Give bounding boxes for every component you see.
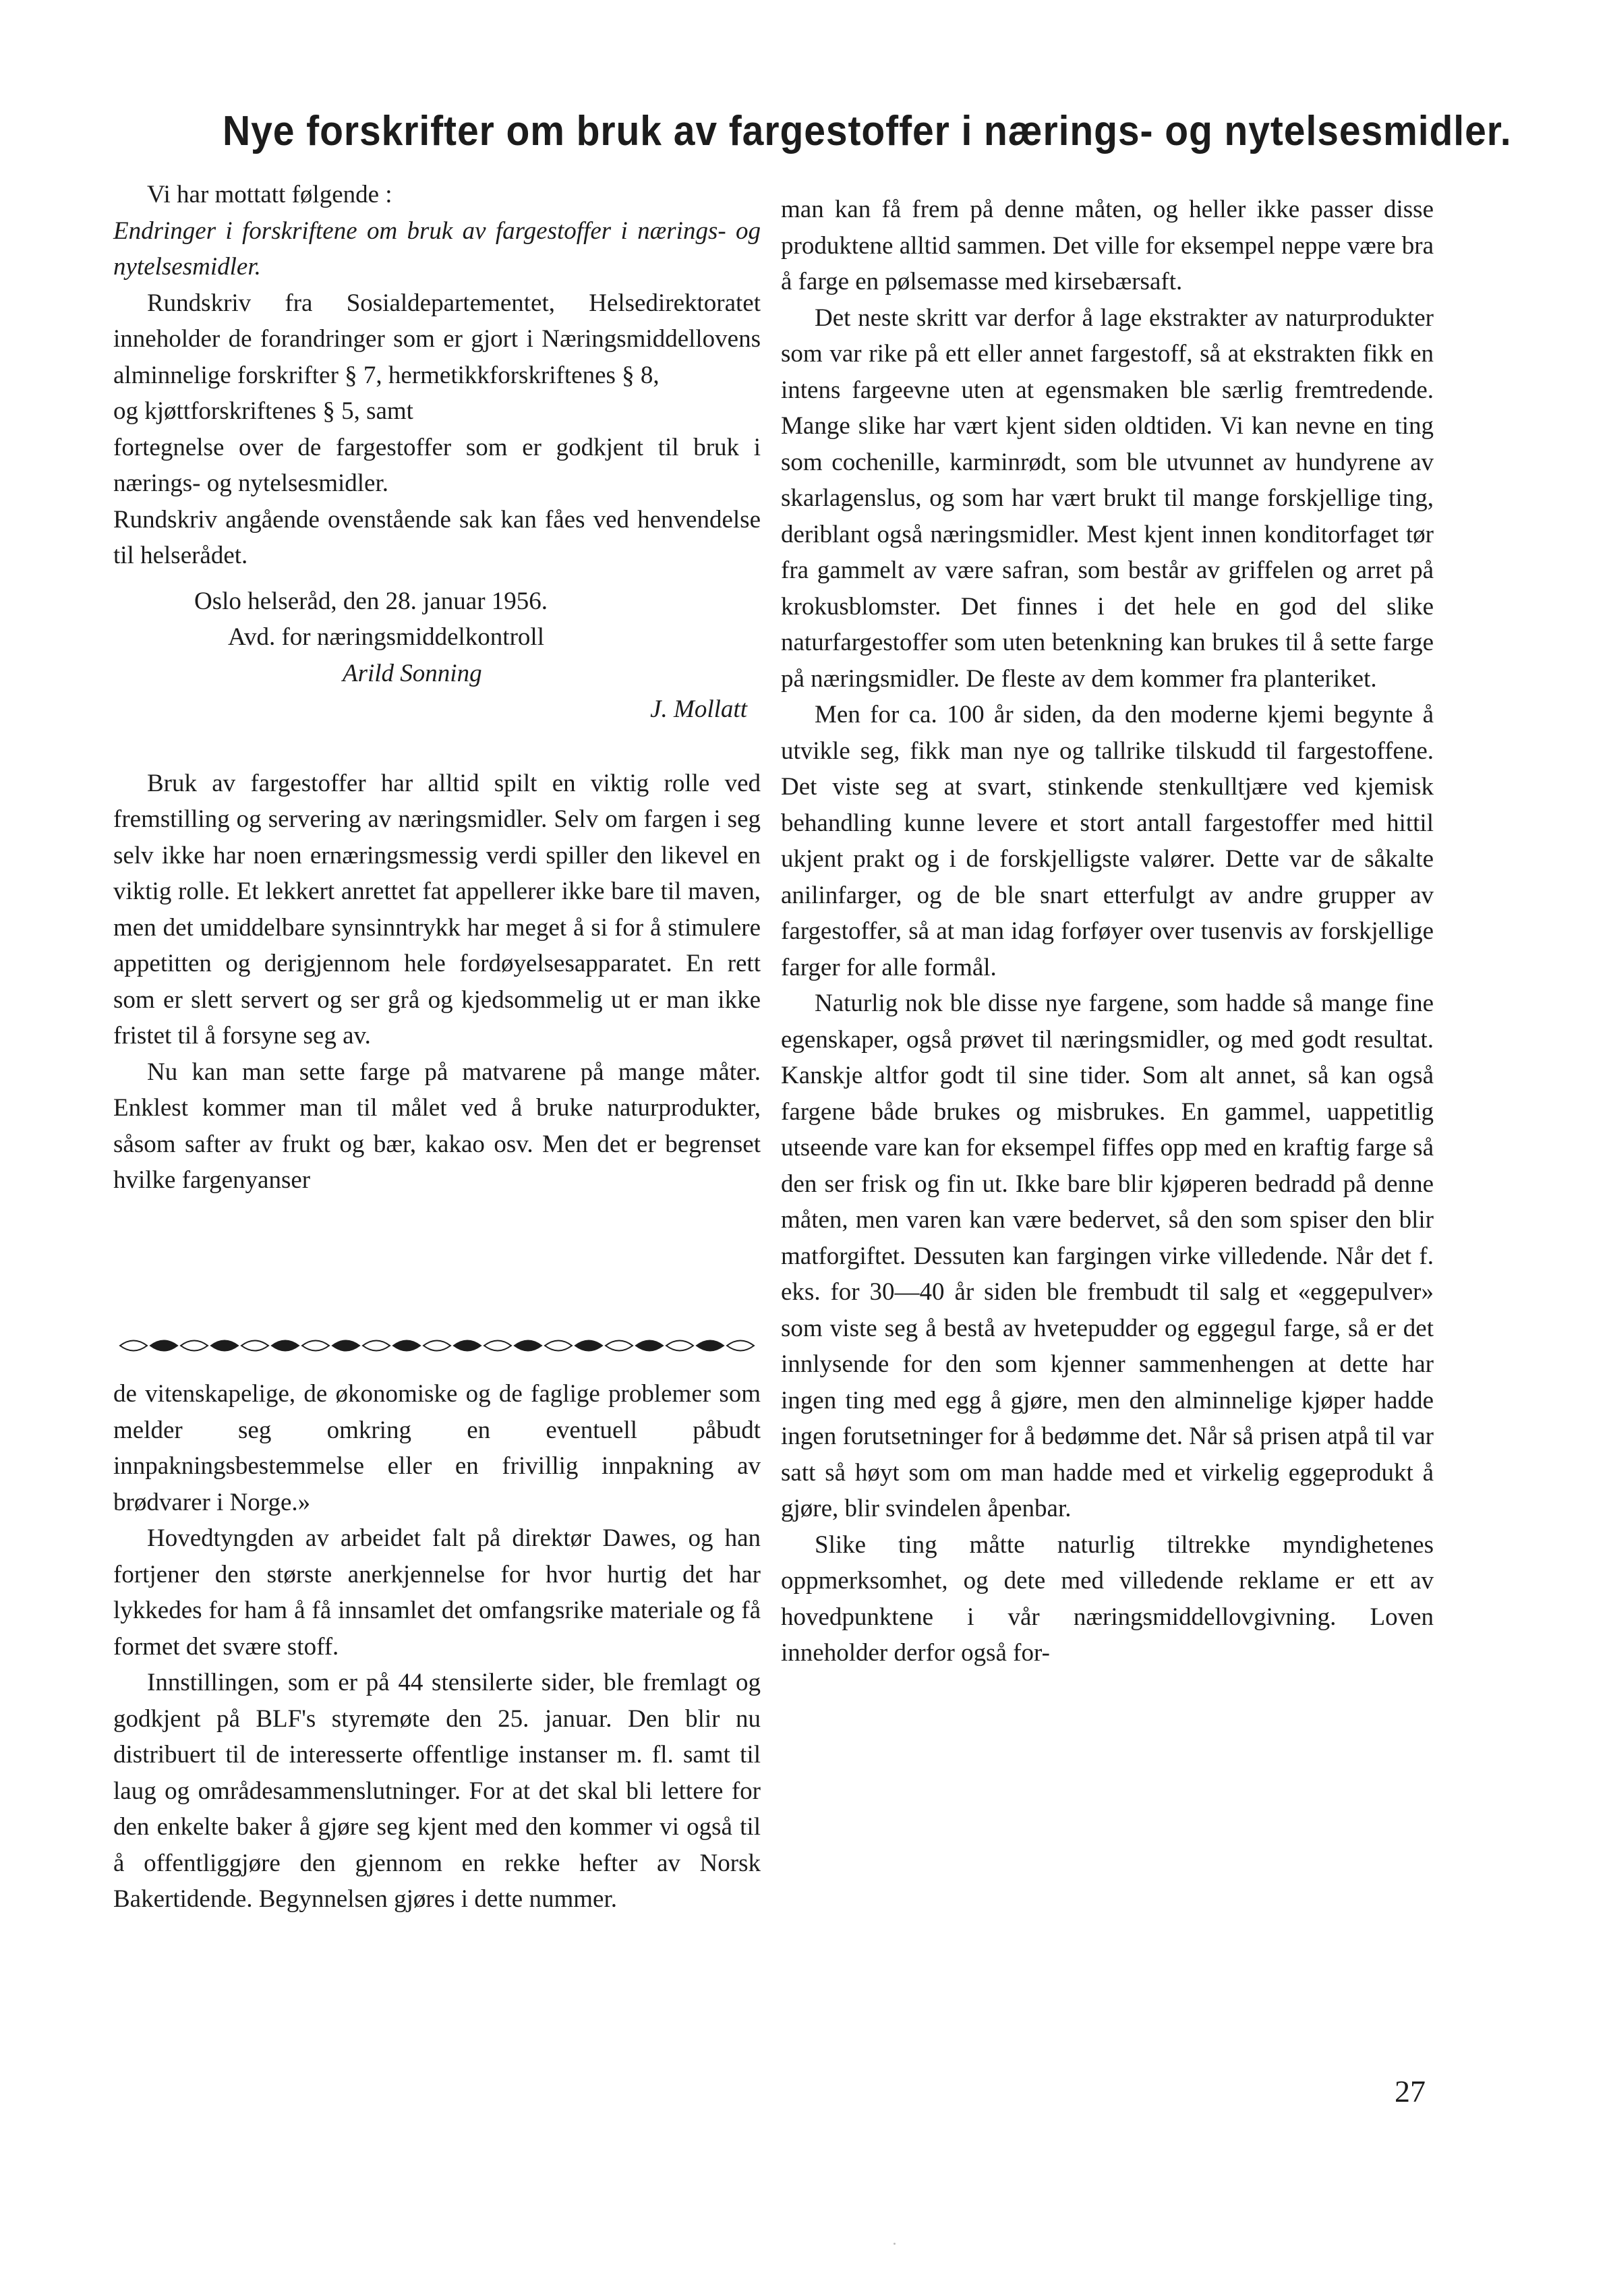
inquiry-paragraph: Rundskriv angående ovenstående sak kan fåes ved henvendelse til helserådet.: [113, 505, 761, 569]
signature-name-2: J. Mollatt: [650, 695, 747, 723]
page-number: 27: [1395, 2074, 1426, 2108]
article-title: Nye forskrifter om bruk av fargestoffer i nærings- og nytelsesmidler.: [223, 108, 1512, 154]
ornament-divider: [113, 1332, 761, 1359]
signature-department: Avd. for næringsmiddelkontroll: [228, 623, 544, 651]
signature-place-date: Oslo helseråd, den 28. januar 1956.: [194, 587, 548, 615]
scan-speck: [894, 2243, 896, 2245]
left-column-lower: [113, 1376, 761, 1918]
body-paragraph: Naturlig nok ble disse nye fargene, som hadde så mange fine egenskaper, også prøvet til næringsmidler, og med godt resultat. Kanskje altfor godt til sine tider. Som alt annet, så kan også fargene både brukes og misbrukes. En gammel, uappetitlig utseende vare kan for eksempel fiffes opp med en kraftig farge så den ser frisk og fin ut. Ikke bare blir kjøperen bedradd på denne måten, men varen kan være bedervet, så den som spiser den blir matforgiftet. Dessuten kan fargingen virke villedende. Når det f. eks. for 30—40 år siden ble frembudt til salg et «eggepulver» som viste seg å bestå av hvetepudder og eggegul farge, så er det innlysende for den som kjenner sammenhengen at dette har ingen ting med egg å gjøre, men den alminnelige kjøper hadde ingen forutsetninger for å bedømme det. Når så prisen atpå til var satt så høyt som om man hadde med et virkelig eggeprodukt å gjøre, blir svindelen åpenbar.: [781, 989, 1434, 1522]
body-paragraph: Slike ting måtte naturlig tiltrekke myndighetenes oppmerksomhet, og dete med villedende reklame er ett av hovedpunktene i vår næringsmiddellovgivning. Loven inneholder derfor også for-: [781, 1530, 1434, 1667]
body-paragraph: Det neste skritt var derfor å lage ekstrakter av naturprodukter som var rike på ett eller annet fargestoff, så at ekstrakten fikk en intens fargeevne uten at egensmaken ble særlig fremtredende. Mange slike har vært kjent siden oldtiden. Vi kan nevne en ting som cochenille, karminrødt, som ble utvunnet av hundyrene av skarlagenslus, og som har vært brukt til mange forskjellige ting, deriblant også næringsmidler. Mest kjent innen konditorfaget tør fra gammelt av være safran, som består av griffelen og arret på krokusblomster. Det finnes i det hele en god del slike naturfargestoffer som uten betenkning kan brukes til å sette farge på næringsmidler. De fleste av dem kommer fra planteriket.: [781, 304, 1434, 693]
signature-name-1: Arild Sonning: [343, 659, 482, 687]
body-paragraph: Men for ca. 100 år siden, da den moderne kjemi begynte å utvikle seg, fikk man nye og tallrike tilskudd til fargestoffene. Det viste seg at svart, stinkende stenkulltjære ved kjemisk behandling kunne levere et stort antall fargestoffer med hittil ukjent prakt og i de forskjelligste valører. Dette var de såkalte anilinfarger, og de ble snart etterfulgt av andre grupper av fargestoffer, så at man idag forføyer over tusenvis av forskjellige farger for alle formål.: [781, 701, 1434, 981]
body-paragraph: man kan få frem på denne måten, og heller ikke passer disse produktene alltid sammen. Det ville for eksempel neppe være bra å farge en pølsemasse med kirsebærsaft.: [781, 196, 1434, 295]
body-paragraph: Innstillingen, som er på 44 stensilerte sider, ble fremlagt og godkjent på BLF's styremøte den 25. januar. Den blir nu distribuert til de interesserte offentlige instanser m. fl. samt til laug og områdesammenslutninger. For at det skal bli lettere for den enkelte baker å gjøre seg kjent med den kommer vi også til å offentliggjøre den gjennom en rekke hefter av Norsk Bakertidende. Begynnelsen gjøres i dette nummer.: [113, 1669, 761, 1913]
body-paragraph: Bruk av fargestoffer har alltid spilt en viktig rolle ved fremstilling og servering av næringsmidler. Selv om fargen i seg selv ikke har noen ernæringsmessig verdi spiller den likevel en viktig rolle. Et lekkert anrettet fat appellerer ikke bare til maven, men det umiddelbare synsinntrykk har meget å si for å stimulere appetitten og derigjennom hele fordøyelsesapparatet. En rett som er slett servert og ser grå og kjedsommelig ut er man ikke fristet til å forsyne seg av.: [113, 769, 761, 1050]
intro-line: Vi har mottatt følgende :: [147, 181, 392, 208]
circular-paragraph: Rundskriv fra Sosialdepartementet, Helsedirektoratet inneholder de forandringer som er gjort i Næringsmiddellovens alminnelige forskrifter § 7, hermetikkforskriftenes § 8,: [113, 289, 761, 389]
circular-paragraph-cont2: fortegnelse over de fargestoffer som er godkjent til bruk i nærings- og nytelsesmidler.: [113, 433, 761, 497]
body-paragraph: de vitenskapelige, de økonomiske og de faglige problemer som melder seg omkring en eventuell påbudt innpakningsbestemmelse eller en frivillig innpakning av brødvarer i Norge.»: [113, 1380, 761, 1516]
body-paragraph: Nu kan man sette farge på matvarene på mange måter. Enklest kommer man til målet ved å bruke naturprodukter, såsom safter av frukt og bær, kakao osv. Men det er begrenset hvilke fargenyanser: [113, 1058, 761, 1194]
body-paragraph: Hovedtyngden av arbeidet falt på direktør Dawes, og han fortjener den største anerkjennelse for hvor hurtig det har lykkedes for ham å få innsamlet det omfangsrike materiale og få formet det svære stoff.: [113, 1524, 761, 1661]
right-column: [781, 192, 1434, 1671]
circular-paragraph-cont: og kjøttforskriftenes § 5, samt: [113, 397, 413, 425]
left-column: [113, 177, 761, 1199]
regulation-heading: Endringer i forskriftene om bruk av fargestoffer i nærings- og nytelsesmidler.: [113, 217, 761, 281]
